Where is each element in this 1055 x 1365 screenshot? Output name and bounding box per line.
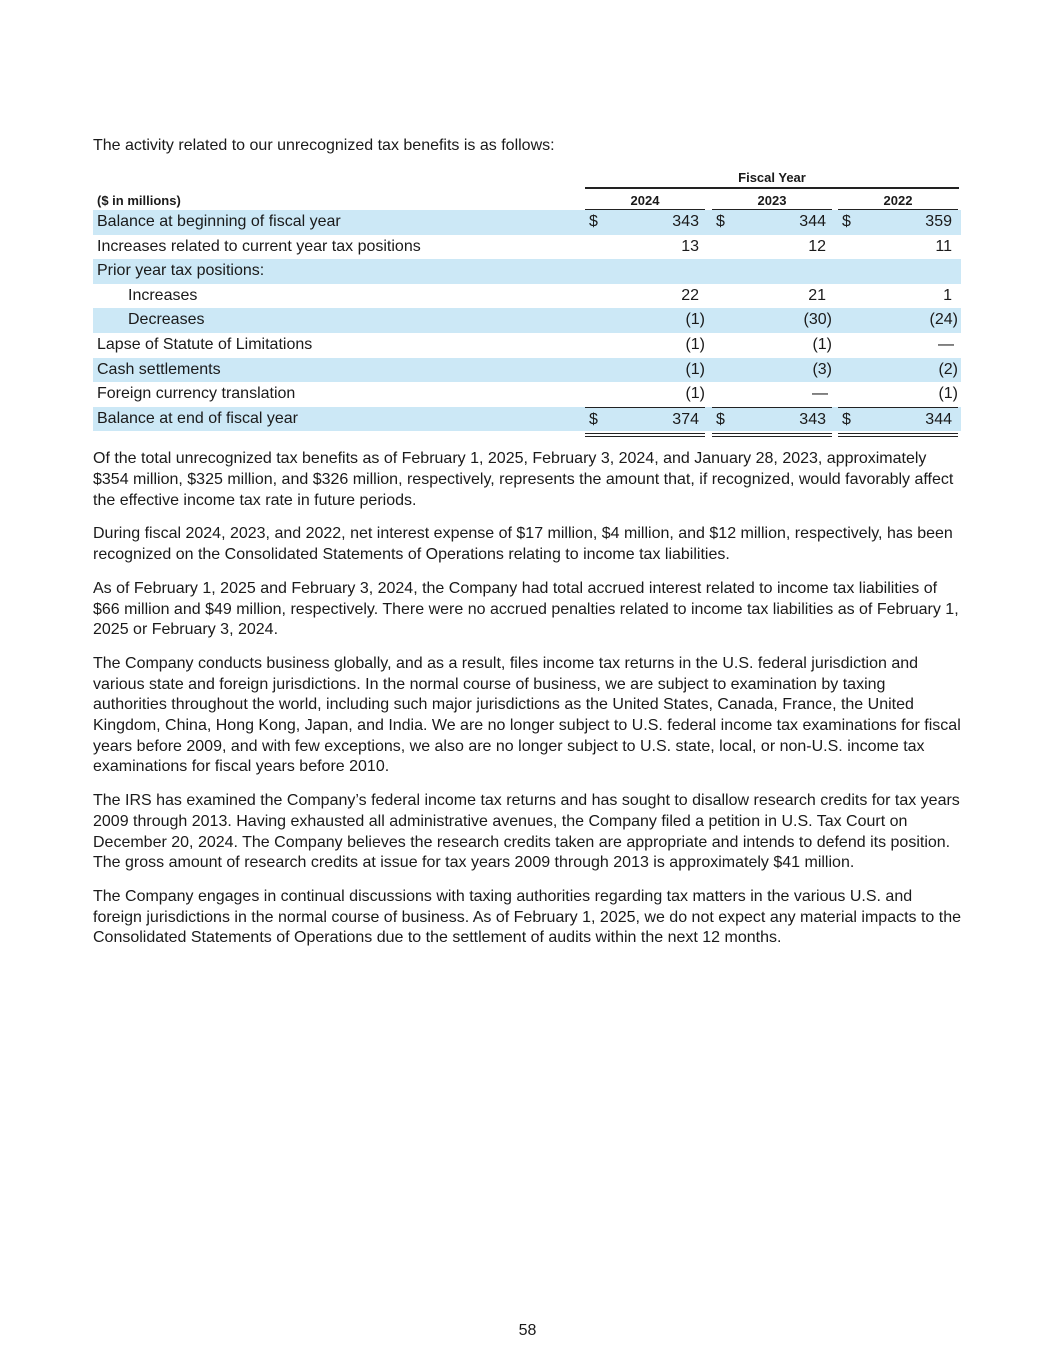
cell-value: (3) <box>812 360 832 378</box>
cell-2022 <box>838 407 958 432</box>
row-label: Balance at beginning of fiscal year <box>97 213 341 230</box>
row-label: Lapse of Statute of Limitations <box>97 335 313 353</box>
body-paragraphs <box>93 449 961 949</box>
table-group-header-row <box>93 170 961 190</box>
cell-value: (1) <box>685 385 705 403</box>
cell-value: 12 <box>808 237 826 255</box>
cell-value: 344 <box>925 410 952 428</box>
cell-2024 <box>585 382 705 407</box>
table-column-header-row <box>93 190 961 210</box>
cell-value: 359 <box>925 213 952 230</box>
row-label: Prior year tax positions: <box>97 262 265 280</box>
cell-2023 <box>712 407 832 432</box>
table-row-prior-year-decreases <box>93 308 961 333</box>
table-row-prior-year-increases <box>93 284 961 309</box>
column-header-2022: 2022 <box>838 193 958 211</box>
cell-2023 <box>712 358 832 383</box>
row-label: Increases related to current year tax positions <box>97 237 421 255</box>
cell-2023 <box>712 308 832 333</box>
cell-value: — <box>938 335 954 353</box>
cell-2024 <box>585 284 705 309</box>
cell-2022 <box>838 235 958 260</box>
cell-2024 <box>585 235 705 260</box>
column-header-2023: 2023 <box>712 193 832 211</box>
cell-2022 <box>838 333 958 358</box>
cell-value: (1) <box>812 335 832 353</box>
cell-2024 <box>585 210 705 235</box>
cell-value: 22 <box>681 286 699 304</box>
cell-value: (1) <box>938 385 958 403</box>
row-label: Increases <box>128 286 198 304</box>
cell-value: (1) <box>685 311 705 329</box>
paragraph-continual-discussions: The Company engages in continual discussions with taxing authorities regarding tax matters in the various U.S. and foreign jurisdictions in the normal course of business. As of February 1, 2025, we do not expect any material impacts to the Consolidated Statements of Operations due to the settlement of audits within the next 12 months. <box>93 888 962 947</box>
cell-2023 <box>712 235 832 260</box>
cell-value: — <box>812 385 828 403</box>
cell-value: (1) <box>685 335 705 353</box>
cell-value: (1) <box>685 360 705 378</box>
table-row-foreign-currency <box>93 382 961 407</box>
cell-value: (2) <box>938 360 958 378</box>
currency-symbol: $ <box>842 213 851 230</box>
cell-2022 <box>838 358 958 383</box>
row-label: Foreign currency translation <box>97 385 296 403</box>
table-row-increases-current-year <box>93 235 961 260</box>
paragraph-accrued-interest: As of February 1, 2025 and February 3, 2024, the Company had total accrued interest related to income tax liabilities of $66 million and $49 million, respectively. There were no accrued penalties related to income tax liabilities as of February 1, 2025 or February 3, 2024. <box>93 579 959 639</box>
paragraph-jurisdictions: The Company conducts business globally, and as a result, files income tax returns in the U.S. federal jurisdiction and various state and foreign jurisdictions. In the normal course of business, we are subject to examination by taxing authorities throughout the world, including such major jurisdictions as the United States, Canada, France, the United Kingdom, China, Hong Kong, Japan, and India. We are no longer subject to U.S. federal income tax examinations for fiscal years before 2009, and with few exceptions, we also are no longer subject to U.S. state, local, or non-U.S. income tax examinations for fiscal years before 2010. <box>93 654 961 776</box>
row-label: Balance at end of fiscal year <box>97 409 299 427</box>
cell-2023 <box>712 333 832 358</box>
unrecognized-tax-benefits-table <box>93 170 961 431</box>
cell-value: 344 <box>799 213 826 230</box>
cell-value: 13 <box>681 237 699 255</box>
table-row-balance-end <box>93 407 961 432</box>
cell-value: 343 <box>799 410 826 428</box>
currency-symbol: $ <box>589 213 598 230</box>
row-label: Decreases <box>128 311 205 329</box>
table-row-balance-beginning <box>93 210 961 235</box>
page-number: 58 <box>518 1322 537 1339</box>
cell-2022 <box>838 308 958 333</box>
cell-2024 <box>585 358 705 383</box>
cell-value: (24) <box>929 311 958 329</box>
cell-value: (30) <box>803 311 832 329</box>
cell-2024 <box>585 333 705 358</box>
table-row-prior-year-header <box>93 259 961 284</box>
intro-text: The activity related to our unrecognized tax benefits is as follows: <box>93 137 555 154</box>
cell-value: 343 <box>672 213 699 230</box>
fiscal-year-header: Fiscal Year <box>585 170 959 189</box>
document-page <box>93 136 961 962</box>
paragraph-irs-examination: The IRS has examined the Company’s federal income tax returns and has sought to disallow research credits for tax years 2009 through 2013. Having exhausted all administrative avenues, the Company filed a petition in U.S. Tax Court on December 20, 2024. The Company believes the research credits taken are appropriate and intends to defend its position. The gross amount of research credits at issue for tax years 2009 through 2013 is approximately $41 million. <box>93 792 960 872</box>
currency-symbol: $ <box>842 410 851 428</box>
cell-2022 <box>838 210 958 235</box>
currency-symbol: $ <box>716 213 725 230</box>
cell-2024 <box>585 308 705 333</box>
table-row-cash-settlements <box>93 358 961 383</box>
cell-2023 <box>712 382 832 407</box>
cell-2022 <box>838 284 958 309</box>
paragraph-unrecognized-benefits: Of the total unrecognized tax benefits as of February 1, 2025, February 3, 2024, and January 28, 2023, approximately $354 million, $325 million, and $326 million, respectively, represents the amount that, if recognized, would favorably affect the effective income tax rate in future periods. <box>93 450 954 509</box>
table-row-lapse-statute <box>93 333 961 358</box>
column-header-2024: 2024 <box>585 193 705 211</box>
cell-2023 <box>712 284 832 309</box>
cell-value: 11 <box>935 237 952 255</box>
cell-2024 <box>585 407 705 432</box>
cell-value: 1 <box>943 286 952 304</box>
paragraph-net-interest-expense: During fiscal 2024, 2023, and 2022, net interest expense of $17 million, $4 million, and $12 million, respectively, has been recognized on the Consolidated Statements of Operations relating to income tax liabilities. <box>93 525 953 564</box>
cell-value: 21 <box>808 286 826 304</box>
cell-2023 <box>712 210 832 235</box>
cell-value: 374 <box>672 410 699 428</box>
units-label: ($ in millions) <box>97 193 181 208</box>
currency-symbol: $ <box>716 410 725 428</box>
row-label: Cash settlements <box>97 360 221 378</box>
cell-2022 <box>838 382 958 407</box>
currency-symbol: $ <box>589 410 598 428</box>
